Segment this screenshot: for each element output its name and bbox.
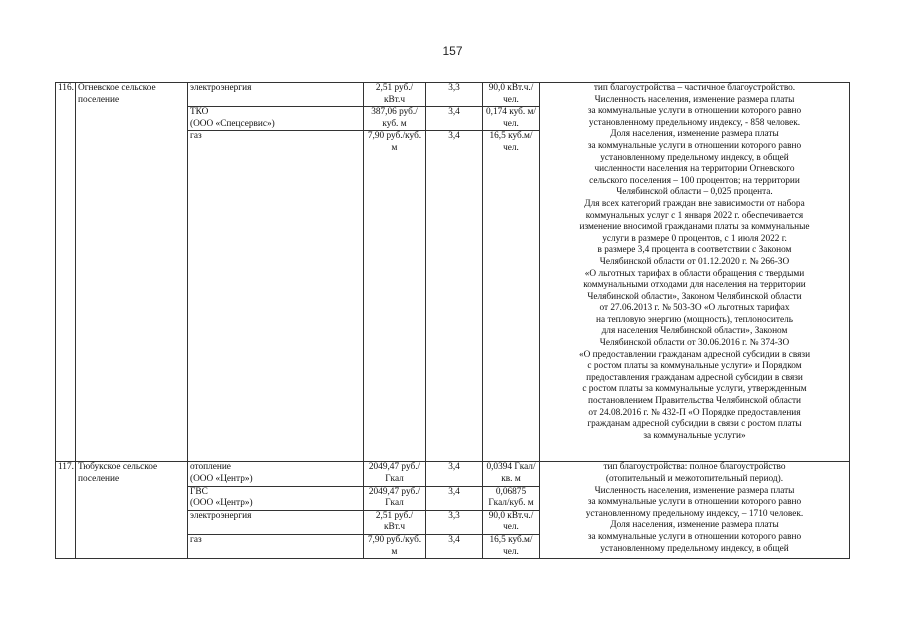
- row-number: 117.: [56, 462, 76, 559]
- rate-cell: 387,06 руб./куб. м: [364, 107, 426, 131]
- settlement-name: Огневское сельское поселение: [76, 83, 188, 462]
- service-cell: ТКО (ООО «Спецсервис»): [188, 107, 364, 131]
- norm-cell: 16,5 куб.м/чел.: [483, 534, 540, 558]
- percent-cell: 3,4: [426, 107, 483, 131]
- rate-cell: 2,51 руб./кВт.ч: [364, 83, 426, 107]
- norm-cell: 0,174 куб. м/чел.: [483, 107, 540, 131]
- service-cell: ГВС (ООО «Центр»): [188, 486, 364, 510]
- service-cell: газ: [188, 131, 364, 462]
- table-row: [56, 462, 850, 486]
- norm-cell: 90,0 кВт.ч./чел.: [483, 510, 540, 534]
- settlement-name: Тюбукское сельское поселение: [76, 462, 188, 559]
- page-number: 157: [442, 44, 463, 58]
- row-number: 116.: [56, 83, 76, 462]
- service-cell: электроэнергия: [188, 83, 364, 107]
- norm-cell: 90,0 кВт.ч./чел.: [483, 83, 540, 107]
- percent-cell: 3,3: [426, 510, 483, 534]
- norm-cell: 0,0394 Гкал/кв. м: [483, 462, 540, 486]
- rate-cell: 7,90 руб./куб. м: [364, 131, 426, 462]
- service-cell: электроэнергия: [188, 510, 364, 534]
- description-cell: тип благоустройства – частичное благоустройство. Численность населения, изменение размера платы за коммунальные услуги в отношении которого равно установленному предельному индексу, - 858 человек. Доля населения, изменение размера платы за коммунальные услуги в отношении которого равно установленному предельному индексу, в общей численности населения на территории Огневского сельского поселения – 100 процентов; на территории Челябинской области – 0,025 процента. Для всех категорий граждан вне зависимости от набора коммунальных услуг с 1 января 2022 г. обеспечивается изменение вносимой гражданами платы за коммунальные услуги в размере 0 процентов, с 1 июля 2022 г. в размере 3,4 процента в соответствии с Законом Челябинской области от 01.12.2020 г. № 266-ЗО «О льготных тарифах в области обращения с твердыми коммунальными отходами для населения на территории Челябинской области», Законом Челябинской области от 27.06.2013 г. № 503-ЗО «О льготных тарифах на тепловую энергию (мощность), теплоноситель для населения Челябинской области», Законом Челябинской области от 30.06.2016 г. № 374-ЗО «О предоставлении гражданам адресной субсидии в связи с ростом платы за коммунальные услуги» и Порядком предоставления гражданам адресной субсидии в связи с ростом платы за коммунальные услуги, утвержденным постановлением Правительства Челябинской области от 24.08.2016 г. № 432-П «О Порядке предоставления гражданам адресной субсидии в связи с ростом платы за коммунальные услуги»: [540, 83, 850, 462]
- percent-cell: 3,3: [426, 83, 483, 107]
- rate-cell: 2,51 руб./кВт.ч: [364, 510, 426, 534]
- description-cell: тип благоустройства: полное благоустройство (отопительный и межотопительный период). Численность населения, изменение размера платы за коммунальные услуги в отношении которого равно установленному предельному индексу, – 1710 человек. Доля населения, изменение размера платы за коммунальные услуги в отношении которого равно установленному предельному индексу, в общей: [540, 462, 850, 559]
- service-cell: отопление (ООО «Центр»): [188, 462, 364, 486]
- percent-cell: 3,4: [426, 534, 483, 558]
- rate-cell: 2049,47 руб./Гкал: [364, 462, 426, 486]
- rate-cell: 7,90 руб./куб. м: [364, 534, 426, 558]
- rate-cell: 2049,47 руб./Гкал: [364, 486, 426, 510]
- percent-cell: 3,4: [426, 462, 483, 486]
- percent-cell: 3,4: [426, 131, 483, 462]
- table-row: [56, 83, 850, 107]
- service-cell: газ: [188, 534, 364, 558]
- norm-cell: 0,06875 Гкал/куб. м: [483, 486, 540, 510]
- percent-cell: 3,4: [426, 486, 483, 510]
- tariff-table: [55, 82, 850, 559]
- norm-cell: 16,5 куб.м/чел.: [483, 131, 540, 462]
